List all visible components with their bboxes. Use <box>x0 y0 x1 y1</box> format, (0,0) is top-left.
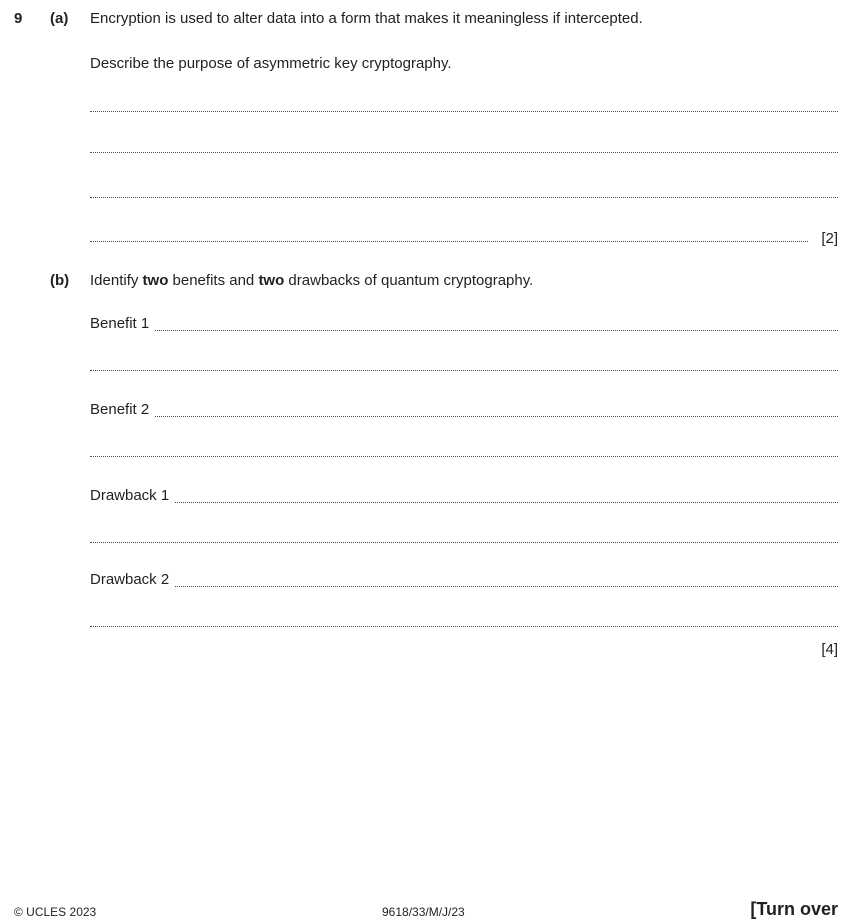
answer-line-a4[interactable] <box>90 241 808 242</box>
drawback-1-row[interactable] <box>90 486 838 506</box>
drawback-1-label: Drawback 1 <box>90 486 175 506</box>
part-a-marks: [2] <box>821 230 838 247</box>
benefit-2-line-2[interactable] <box>90 456 838 457</box>
part-b-label: (b) <box>50 272 70 289</box>
part-a-label: (a) <box>50 10 69 27</box>
benefit-1-label: Benefit 1 <box>90 314 155 334</box>
part-a-stem: Encryption is used to alter data into a form that makes it meaningless if intercepted. <box>90 10 643 27</box>
benefit-2-row[interactable] <box>90 400 838 420</box>
question-number: 9 <box>14 10 23 27</box>
benefit-2-label: Benefit 2 <box>90 400 155 420</box>
answer-line-a3[interactable] <box>90 197 838 198</box>
footer-copyright: © UCLES 2023 <box>14 905 97 919</box>
footer-turn-over: [Turn over <box>750 899 838 919</box>
answer-line-a2[interactable] <box>90 152 838 153</box>
drawback-2-row[interactable] <box>90 570 838 590</box>
benefit-1-row[interactable] <box>90 314 838 334</box>
part-b-marks: [4] <box>821 641 838 658</box>
drawback-1-line-2[interactable] <box>90 542 838 543</box>
part-a-prompt: Describe the purpose of asymmetric key cryptography. <box>90 55 452 72</box>
part-b-prompt: Identify two benefits and two drawbacks of quantum cryptography. <box>90 272 534 289</box>
drawback-2-label: Drawback 2 <box>90 570 175 590</box>
footer-paper-code: 9618/33/M/J/23 <box>382 905 465 919</box>
drawback-2-line-2[interactable] <box>90 626 838 627</box>
answer-line-a1[interactable] <box>90 111 838 112</box>
benefit-1-line-2[interactable] <box>90 370 838 371</box>
